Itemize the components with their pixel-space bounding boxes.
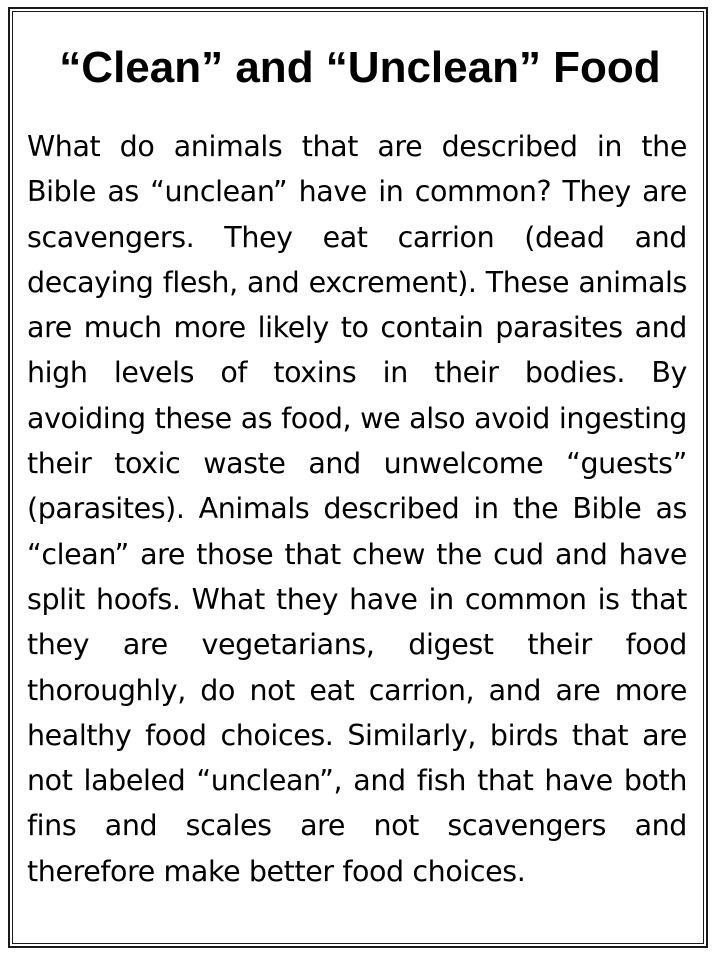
page-title: “Clean” and “Unclean” Food <box>59 43 661 92</box>
body-paragraph: What do animals that are described in the Bible as “unclean” have in common? They are scavengers. They eat carrion (dead and decaying flesh, and excrement). These animals are much more likely to contain parasites and high levels of toxins in their bodies. By avoiding these as food, we also avoid ingesting their toxic waste and unwelcome “guests” (parasites). Animals described in the Bible as “clean” are those that chew the cud and have split hoofs. What they have in common is that they are vegetarians, digest their food thoroughly, do not eat carrion, and are more healthy food choices. Similarly, birds that are not labeled “unclean”, and fish that have both fins and scales are not scavengers and therefore make better food choices. <box>27 130 687 888</box>
